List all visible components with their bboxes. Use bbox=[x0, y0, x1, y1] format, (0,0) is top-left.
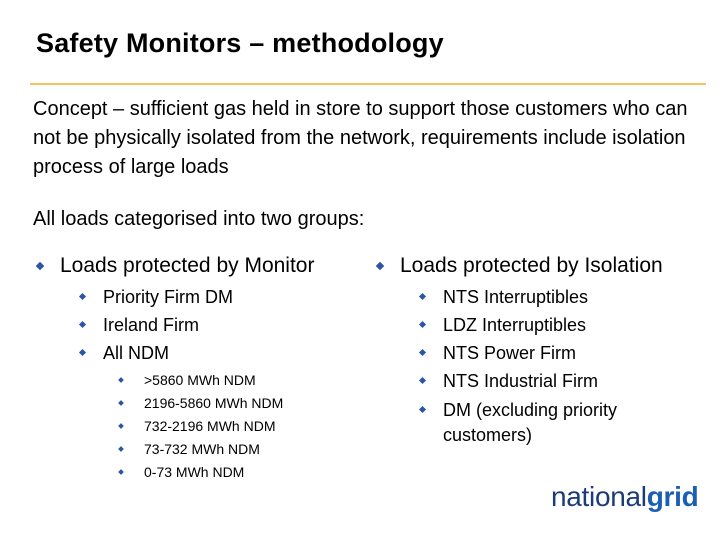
diamond-bullet-icon bbox=[118, 377, 124, 383]
sub-list-item: 73-732 MWh NDM bbox=[144, 441, 260, 457]
list-item: NTS Interruptibles bbox=[443, 287, 589, 307]
diamond-bullet-icon bbox=[419, 321, 426, 328]
diamond-bullet-icon bbox=[118, 400, 124, 406]
diamond-bullet-icon bbox=[79, 349, 86, 356]
left-heading: Loads protected by Monitor bbox=[60, 254, 315, 277]
nationalgrid-logo bbox=[551, 481, 698, 513]
logo-text-grid: grid bbox=[646, 481, 699, 512]
diamond-bullet-icon bbox=[36, 262, 44, 270]
diamond-bullet-icon bbox=[118, 469, 124, 475]
logo-text-national: national bbox=[551, 481, 647, 512]
slide-title: Safety Monitors – methodology bbox=[36, 28, 444, 58]
list-item: LDZ Interruptibles bbox=[443, 315, 587, 335]
list-item: NTS Industrial Firm bbox=[443, 371, 599, 391]
list-item: Priority Firm DM bbox=[103, 287, 233, 307]
diamond-bullet-icon bbox=[376, 262, 384, 270]
diamond-bullet-icon bbox=[118, 446, 124, 452]
diamond-bullet-icon bbox=[419, 406, 426, 413]
right-heading: Loads protected by Isolation bbox=[400, 254, 663, 277]
concept-text: Concept – sufficient gas held in store to support those customers who can not be physically isolated from the network, requirements include isolation process of large loads bbox=[33, 98, 688, 178]
sub-list-item: 0-73 MWh NDM bbox=[144, 464, 245, 480]
diamond-bullet-icon bbox=[419, 377, 426, 384]
list-item: NTS Power Firm bbox=[443, 343, 577, 363]
list-item-continuation: customers) bbox=[443, 425, 533, 445]
list-item: DM (excluding priority bbox=[443, 400, 618, 420]
list-item: Ireland Firm bbox=[103, 315, 200, 335]
diamond-bullet-icon bbox=[79, 293, 86, 300]
sub-list-item: >5860 MWh NDM bbox=[144, 372, 256, 388]
diamond-bullet-icon bbox=[118, 423, 124, 429]
diamond-bullet-icon bbox=[79, 321, 86, 328]
intro-text: All loads categorised into two groups: bbox=[33, 208, 365, 230]
sub-list-item: 732-2196 MWh NDM bbox=[144, 418, 276, 434]
diamond-bullet-icon bbox=[419, 293, 426, 300]
list-item: All NDM bbox=[103, 343, 169, 363]
diamond-bullet-icon bbox=[419, 349, 426, 356]
sub-list-item: 2196-5860 MWh NDM bbox=[144, 395, 284, 411]
title-divider bbox=[30, 83, 706, 85]
